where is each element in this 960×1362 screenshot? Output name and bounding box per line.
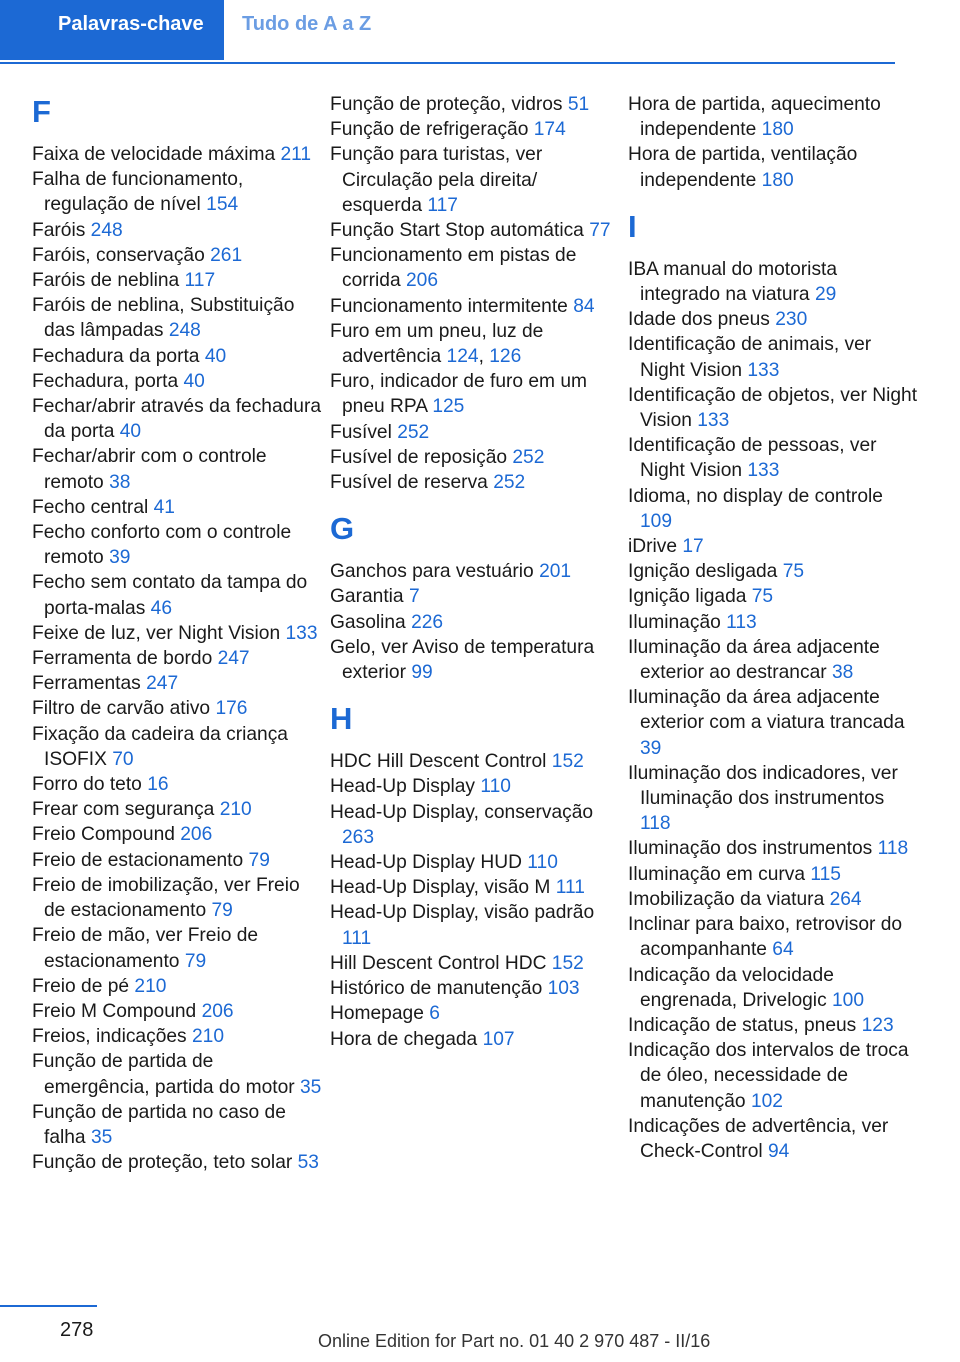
tab-keywords[interactable]: Palavras-chave [0,0,224,60]
index-entry [32,570,322,620]
index-entry-text: Iluminação da área adjacente exterior com a viatura trancada [628,687,905,734]
index-entry [628,912,918,962]
page-link[interactable]: 133 [285,622,318,644]
index-entry-text: Hora de chegada [330,1028,478,1050]
page-link[interactable]: 77 [589,220,611,242]
index-entry-text: Hill Descent Control HDC [330,952,547,974]
index-entry-text: Indicação dos intervalos de troca de óleo, necessidade de manutenção [628,1040,909,1112]
page-link[interactable]: 110 [480,776,511,798]
page-link[interactable]: 252 [512,446,545,468]
index-entry [32,444,322,494]
index-entry-text: Histórico de manutenção [330,978,543,1000]
header-tabs [0,0,895,64]
index-entry-text: Indicação da velocidade engrenada, Drivelogic [628,964,834,1011]
index-entry-text: Faixa de velocidade máxima [32,144,276,165]
index-entry [32,923,322,973]
page-link[interactable]: 39 [640,737,662,759]
index-entry [628,862,918,887]
index-entry [32,369,322,394]
index-entry-text: Faróis de neblina, Substituição das lâmpadas [32,295,295,342]
index-entry-text: Fusível de reposição [330,446,508,468]
page-link[interactable]: 226 [411,611,444,633]
index-entry [628,383,918,433]
index-entry-text: Freio de estacionamento [32,849,244,871]
index-entry-text: Freio de mão, ver Freio de estacionamento [32,925,259,972]
index-entry [330,976,620,1001]
index-entry [628,685,918,761]
index-entry-text: Função Start Stop automática [330,220,584,242]
index-entry [32,268,322,293]
index-entry [330,445,620,470]
page-link[interactable]: 124 [446,346,479,368]
index-entry-text: Idioma, no display de controle [628,485,883,507]
page-link[interactable]: 115 [810,863,841,885]
section-letter: G [330,511,355,547]
index-entry-text: Feixe de luz, ver Night Vision [32,622,281,644]
index-entry-text: Furo em um pneu, luz de advertência [330,320,544,368]
index-entry [628,584,918,609]
index-entry-text: Funcionamento em pistas de corrida [330,245,577,292]
index-entry [628,963,918,1013]
index-entry [330,951,620,976]
page-link[interactable]: 84 [573,295,595,317]
index-entry-text: Hora de partida, ventilação independente [628,144,858,191]
index-entry [628,307,918,332]
index-entry [330,1001,620,1026]
index-entry-text: iDrive [628,536,678,558]
index-entry-text: Fusível de reserva [330,472,488,494]
page-link[interactable]: 40 [204,345,227,367]
page-link[interactable]: 201 [539,561,572,583]
page-link[interactable]: 75 [751,586,774,608]
index-entry-text: Iluminação em curva [628,863,806,885]
page-link[interactable]: 113 [726,611,757,633]
index-entry [628,635,918,685]
tab-a-to-z[interactable]: Tudo de A a Z [242,13,372,35]
page-link[interactable]: 123 [861,1014,894,1036]
index-entry [628,142,918,192]
page-link[interactable]: 103 [547,978,580,1000]
page-link[interactable]: 109 [640,510,673,532]
page-link[interactable]: 40 [119,421,142,443]
index-entry [32,495,322,520]
index-entry [32,1049,322,1099]
index-entry [628,887,918,912]
index-entry [330,470,620,495]
index-entry-text: Head-Up Display, conservação [330,801,594,823]
index-entry [330,420,620,445]
page-link[interactable]: 118 [640,813,671,835]
index-entry-text: Inclinar para baixo, retrovisor do acompanhante [628,914,903,961]
index-entry-text: Identificação de objetos, ver Night Vision [628,384,918,432]
index-entry [628,433,918,483]
page-link[interactable]: 264 [829,888,862,910]
page-link[interactable]: 180 [761,119,794,141]
index-entry-text: Gelo, ver Aviso de temperatura exterior [330,636,595,684]
index-entry-text: IBA manual do motorista integrado na viatura [628,258,838,306]
section-gap [330,495,620,509]
index-entry-text: Filtro de carvão ativo [32,698,211,720]
index-entry [330,584,620,609]
page-link[interactable]: 99 [411,662,433,684]
page-link[interactable]: 79 [184,950,207,972]
page-link[interactable]: 75 [782,561,805,583]
page-link[interactable]: 79 [248,849,270,871]
index-entry-text: Ignição ligada [628,586,747,608]
index-entry-text: Fecho conforto com o controle remoto [32,522,292,569]
index-entry-text: Função de refrigeração [330,119,529,141]
page-link[interactable]: 252 [397,421,430,443]
index-entry [330,243,620,293]
edition-note: Online Edition for Part no. 01 40 2 970 487 - II/16 [318,1331,711,1351]
index-entry-text: Faróis, conservação [32,244,205,266]
index-entry [628,1038,918,1114]
section-letter: H [330,701,353,737]
index-entry-text: Forro do teto [32,774,142,796]
page-link[interactable]: 38 [831,662,854,684]
page-link[interactable]: 40 [183,370,205,392]
page-link[interactable]: 53 [297,1152,319,1174]
index-entry [330,850,620,875]
index-entry [628,836,918,861]
index-entry-text: Ferramentas [32,673,141,695]
index-entry-text: Função para turistas, ver Circulação pela direita/ esquerda [330,144,543,216]
page-link[interactable]: 29 [814,284,837,306]
page-link[interactable]: 174 [533,119,566,141]
page-link[interactable]: 111 [555,877,585,899]
index-entry-text: Identificação de pessoas, ver Night Vision [628,435,877,482]
index-entry-text: Iluminação dos instrumentos [628,838,873,860]
index-entry [32,848,322,873]
index-entry-text: Fechar/abrir com o controle remoto [32,446,267,493]
index-entry [628,1114,918,1164]
page-link[interactable]: 51 [567,94,590,115]
index-entry-text: Gasolina [330,611,406,633]
index-entry-text: Ignição desligada [628,561,778,583]
index-entry [32,999,322,1024]
page-link[interactable]: 210 [219,799,252,821]
index-entry [628,1013,918,1038]
index-entry-text: Head-Up Display [330,776,476,798]
index-entry [32,520,322,570]
page-link[interactable]: 6 [429,1003,440,1025]
index-entry [32,167,322,217]
page-link[interactable]: 41 [153,496,175,518]
index-entry [628,534,918,559]
index-entry-text: Freio M Compound [32,1000,197,1022]
index-entry [330,875,620,900]
index-entry [330,610,620,635]
index-entry-text: Frear com segurança [32,799,215,821]
page-link[interactable]: 64 [772,939,794,961]
index-entry-text: Freio de imobilização, ver Freio de estacionamento [32,874,300,922]
page-link[interactable]: 211 [280,144,312,165]
page-link[interactable]: 230 [775,309,808,331]
index-entry-text: Iluminação [628,611,721,633]
index-entry [330,749,620,774]
page-link[interactable]: 247 [217,648,250,670]
index-entry-text: Função de proteção, vidros [330,94,563,115]
index-entry [32,218,322,243]
index-entry [330,117,620,142]
index-entry-text: Função de proteção, teto solar [32,1152,293,1174]
page-link[interactable]: 263 [342,826,375,848]
index-entry [32,1024,322,1049]
page-link[interactable]: 7 [408,586,420,608]
page-link[interactable]: 111 [342,927,372,949]
index-entry-text: Furo, indicador de furo em um pneu RPA [330,371,588,418]
page-link[interactable]: 252 [493,472,526,494]
index-entry [330,635,620,685]
page-link[interactable]: 133 [697,410,730,432]
page-number: 278 [60,1319,94,1341]
page-link[interactable]: 125 [432,396,465,418]
index-entry-text: Imobilização da viatura [628,888,825,910]
index-entry [32,671,322,696]
index-entry-text: Fecho sem contato da tampa do porta-malas [32,572,308,619]
index-entry [32,873,322,923]
index-entry-text: Head-Up Display, visão M [330,877,551,899]
page-link[interactable]: 133 [747,460,780,482]
index-entry-text: Freios, indicações [32,1026,187,1048]
index-entry-text: Fechar/abrir através da fechadura da porta [32,396,322,443]
page-link[interactable]: 176 [215,698,248,720]
page-link[interactable]: 107 [482,1028,515,1050]
page-link[interactable]: 180 [761,169,794,191]
index-entry [32,722,322,772]
index-entry [32,646,322,671]
index-entry [628,559,918,584]
index-entry [628,761,918,837]
index-entry [32,772,322,797]
page-link[interactable]: 154 [206,194,239,216]
page-link[interactable]: 206 [180,824,213,846]
index-entry-text: Garantia [330,586,404,608]
index-entry-text: Fusível [330,421,392,443]
index-entry-text: Identificação de animais, ver Night Vision [628,334,872,381]
index-entry-text: Ganchos para vestuário [330,561,534,583]
page-link[interactable]: 16 [147,774,169,796]
index-entry [628,332,918,382]
index-entry [330,294,620,319]
index-entry [628,257,918,307]
index-entry [628,484,918,534]
page-link[interactable]: 94 [767,1140,790,1162]
index-entry [330,218,620,243]
index-entry [628,92,918,142]
index-entry [32,974,322,999]
index-entry [32,293,322,343]
index-entry-text: Head-Up Display HUD [330,852,522,874]
index-entry-text: Funcionamento intermitente [330,295,568,317]
index-entry [32,797,322,822]
section-letter: I [628,208,637,244]
index-entry [330,92,620,117]
page-link[interactable]: 38 [109,471,131,493]
footer-rule [0,1305,97,1307]
page-link[interactable]: 110 [527,852,558,874]
index-entry [32,696,322,721]
index-entry: Furo em um pneu, luz de advertência 124, 126 [330,320,544,368]
index-entry-text: Freio de pé [32,975,130,997]
index-entry [32,621,322,646]
page-link[interactable]: 118 [877,838,909,860]
index-entry-text: HDC Hill Descent Control [330,751,547,773]
index-entry-text: Iluminação dos indicadores, ver Iluminação dos instrumentos [628,762,898,810]
section-gap [330,685,620,699]
page-link[interactable]: 210 [191,1026,224,1048]
index-entry [330,800,620,850]
index-entry-text: Indicação de status, pneus [628,1014,857,1036]
page-link[interactable]: 248 [90,219,123,241]
page-link[interactable]: 70 [112,748,134,770]
index-entry-text: Homepage [330,1003,424,1025]
page-link[interactable]: 117 [427,194,458,216]
page-link[interactable]: 152 [551,952,584,974]
index-entry [330,900,620,950]
index-entry-text: Fechadura da porta [32,345,200,367]
page-link[interactable]: 126 [489,346,522,368]
index-entry [330,369,620,419]
index-entry [330,142,620,218]
index-entry-text: Fecho central [32,496,149,518]
page-link[interactable]: 100 [832,989,865,1011]
index-entry-text: Faróis de neblina [32,270,180,292]
index-entry-text: Fechadura, porta [32,370,179,392]
page-link[interactable]: 248 [168,320,201,342]
index-column-1 [32,92,322,1175]
index-entry [32,344,322,369]
index-entry-text: Freio Compound [32,824,175,846]
index-entry [32,142,322,167]
index-entry-text: Fixação da cadeira da criança ISOFIX [32,723,288,770]
index-entry-text: Função de partida de emergência, partida do motor [32,1051,295,1098]
index-entry-text: Falha de funcionamento, regulação de nível [32,169,244,216]
section-gap [628,193,918,207]
index-entry [330,559,620,584]
page-link[interactable]: 17 [682,536,704,558]
page-link[interactable]: 152 [551,751,584,773]
index-entry [32,243,322,268]
index-entry [628,610,918,635]
page-link[interactable]: 39 [109,547,131,569]
page-link[interactable]: 102 [750,1090,783,1112]
index-entry [32,822,322,847]
page-link[interactable]: 46 [150,597,172,619]
index-entry [32,1100,322,1150]
section-letter: F [32,94,51,129]
page-link[interactable]: 247 [146,673,179,695]
page-link[interactable]: 35 [90,1126,113,1148]
page-link[interactable]: 210 [134,975,167,997]
page-link[interactable]: 261 [210,244,243,266]
page-link[interactable]: 79 [211,900,233,922]
index-entry [330,774,620,799]
page-link[interactable]: 206 [406,270,439,292]
index-column-2 [330,92,620,1052]
index-entry-text: Função de partida no caso de falha [32,1101,286,1148]
index-entry-text: Idade dos pneus [628,309,770,331]
index-column-3 [628,92,918,1164]
page-link[interactable]: 117 [184,270,216,292]
index-entry-text: Iluminação da área adjacente exterior ao destrancar [628,636,880,684]
index-entry [32,394,322,444]
page-link[interactable]: 35 [299,1076,322,1098]
index-entry-text: Head-Up Display, visão padrão [330,902,595,924]
index-entry [32,1150,322,1175]
index-entry-text: Indicações de advertência, ver Check-Control [628,1115,889,1162]
page-link[interactable]: 206 [201,1000,234,1022]
index-entry-text: Faróis [32,219,86,241]
page-link[interactable]: 133 [747,359,780,381]
index-entry-text: Ferramenta de bordo [32,648,213,670]
index-entry [330,1027,620,1052]
index-entry-text: Hora de partida, aquecimento independente [628,94,881,141]
